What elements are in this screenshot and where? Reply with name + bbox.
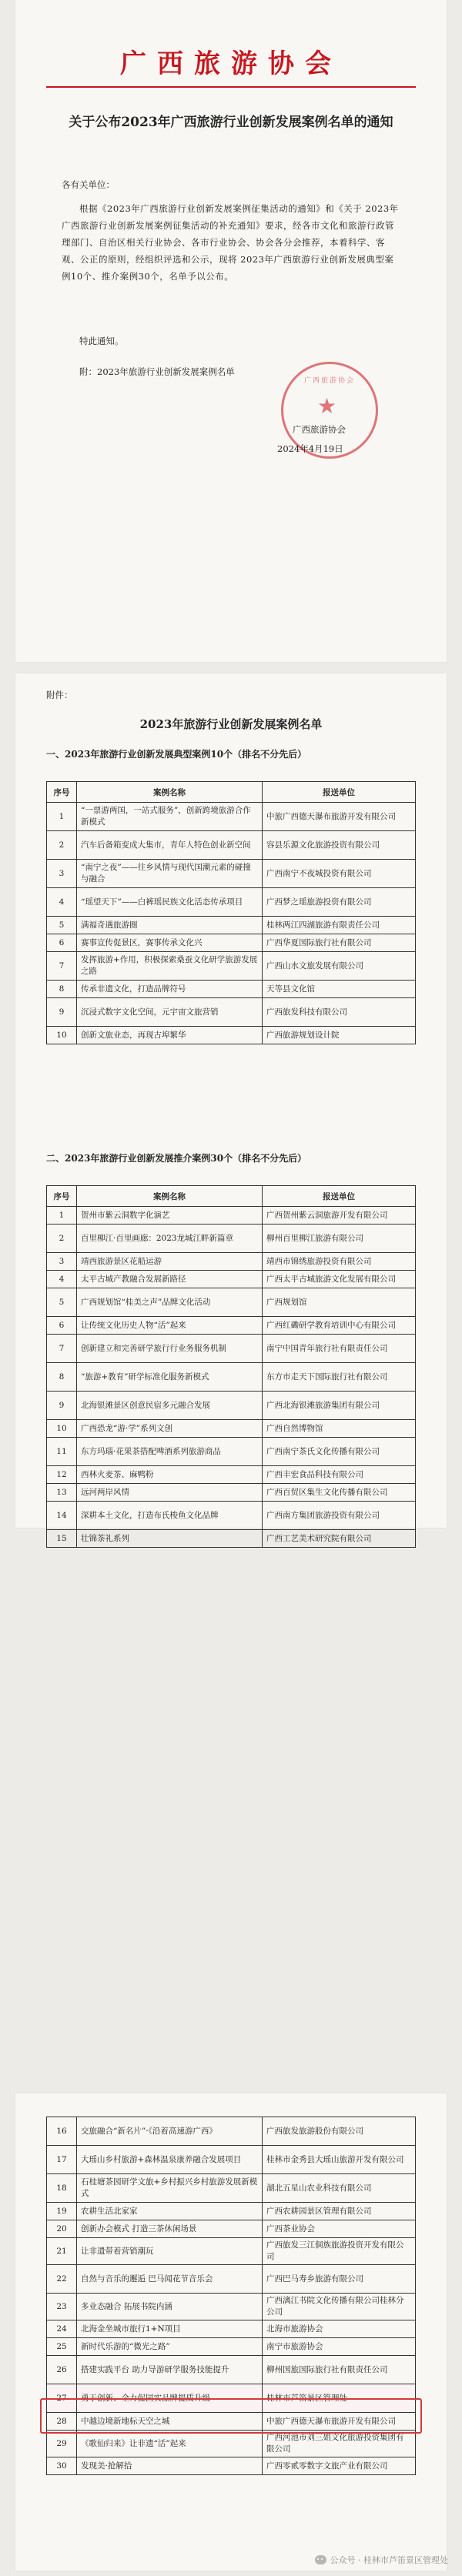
row-unit: 广西旅发三江侗族旅游投资开发有限公司 [263,2238,416,2265]
row-unit: 容县乐源文化旅游投资有限公司 [263,831,416,860]
table-row [47,1466,416,1484]
row-case-name: 百里柳江·百里画廊：2023龙城江畔新篇章 [77,1225,263,1253]
row-case-name: 远河两岸风情 [77,1484,263,1502]
row-case-name: 搭建实践平台 助力导游研学服务技能提升 [77,2356,263,2384]
row-case-name: “旅游+教育”研学标准化服务新模式 [77,1363,263,1392]
row-no: 12 [47,1466,77,1484]
table-row [47,1027,416,1044]
row-unit: 广西山水文旅发展有限公司 [263,952,416,981]
row-no: 9 [47,998,77,1027]
row-unit: 广西工艺美术研究院有限公司 [263,1530,416,1548]
row-unit: 广西丰宏食品科技有限公司 [263,1466,416,1484]
row-no: 6 [47,934,77,952]
row-no: 11 [47,1438,77,1466]
row-unit: 广西零贰零数字文旅产业有限公司 [263,2457,416,2475]
row-no: 3 [47,860,77,888]
row-case-name: 广西恐龙“游·学”系列文创 [77,1420,263,1438]
row-unit: 东方市走天下国际旅行社有限公司 [263,1363,416,1392]
table-row [47,2238,416,2265]
table-row [47,1392,416,1420]
row-case-name: 北海金坐城市旅行1+N项目 [77,2320,263,2338]
row-unit: 中旅广西德天瀑布旅游开发有限公司 [263,2413,416,2431]
row-unit: 靖西市锦绣旅游投资有限公司 [263,1253,416,1271]
row-unit: 广西太平古城旅游文化发展有限公司 [263,1271,416,1288]
notice-title: 关于公布2023年广西旅游行业创新发展案例名单的通知 [69,115,393,130]
row-no: 27 [47,2384,77,2413]
row-no: 21 [47,2238,77,2265]
table-row [47,2431,416,2457]
row-case-name: 发挥旅游+作用，积极探索桑蚕文化研学旅游发展之路 [77,952,263,981]
row-unit: 桂林市芦笛景区管理处 [263,2384,416,2413]
table-row [47,803,416,831]
row-no: 8 [47,981,77,998]
table-row [47,981,416,998]
header-name: 案例名称 [77,782,263,803]
row-unit: 广西南宁茶氏文化传播有限公司 [263,1438,416,1466]
row-unit: 广西南宁不夜城投资有限公司 [263,860,416,888]
footer-source [315,2554,449,2566]
table-row [47,2220,416,2238]
row-case-name: 大瑶山乡村旅游+森林温泉康养融合发展项目 [77,2146,263,2174]
table-row [47,1502,416,1530]
wechat-icon [315,2555,326,2564]
row-no: 10 [47,1420,77,1438]
row-unit: 天等县文化馆 [263,981,416,998]
row-no: 24 [47,2320,77,2338]
table-row [47,2265,416,2294]
seal-text: 广西旅游协会 [303,377,355,385]
attachment-label: 附件： [46,690,73,700]
row-unit: 广西旅游规划设计院 [263,1027,416,1044]
table-header-row [47,1186,416,1207]
row-unit: 广西河池市刘三姐文化旅游投资集团有限公司 [263,2431,416,2457]
row-case-name: 沉浸式数字文化空间，元宇宙文旅营销 [77,998,263,1027]
row-unit: 广西自然博物馆 [263,1420,416,1438]
notice-sign-org: 广西旅游协会 [293,424,346,435]
row-no: 14 [47,1502,77,1530]
row-case-name: 农耕生活北家家 [77,2203,263,2220]
row-unit: 南宁市旅游协会 [263,2338,416,2356]
table-row [47,1530,416,1548]
row-no: 16 [47,2117,77,2146]
notice-attachment-note: 附：2023年旅游行业创新发展案例名单 [79,366,235,377]
row-case-name: 广西规划馆“桂美之声”品牌文化活动 [77,1288,263,1317]
row-case-name: 汽车后备箱变成大集市，青年人特色创业新空间 [77,831,263,860]
row-case-name: 西林火麦茶、麻鸭粉 [77,1466,263,1484]
row-unit: 广西华夏国际旅行社有限公司 [263,934,416,952]
attachment-page [15,673,447,1543]
row-case-name: 赛事宣传促景区，赛事传承文化兴 [77,934,263,952]
table-row [47,2294,416,2320]
table-row [47,1271,416,1288]
row-no: 26 [47,2356,77,2384]
row-no: 4 [47,888,77,917]
row-case-name: “南宁之夜”——往乡风情与现代国潮元素的碰撞与融合 [77,860,263,888]
footer-source-text: 公众号 · 桂林市芦笛景区管理处 [330,2555,448,2565]
row-no: 5 [47,917,77,934]
row-no: 15 [47,1530,77,1548]
table-row [47,1363,416,1392]
row-no: 22 [47,2265,77,2294]
row-case-name: 北海银滩景区创意民宿多元融合发展 [77,1392,263,1420]
row-unit: 南宁中国青年旅行社有限责任公司 [263,1335,416,1363]
header-no: 序号 [47,1186,77,1207]
table-row [47,1288,416,1317]
row-unit: 广西旅发科技有限公司 [263,998,416,1027]
header-unit: 报送单位 [263,1186,416,1207]
table-row [47,860,416,888]
row-case-name: 东方玛瑙·花果茶搭配啤酒系列旅游商品 [77,1438,263,1466]
row-case-name: 《歌仙归来》让非遗“活”起来 [77,2431,263,2457]
row-case-name: 中越边境新地标天空之城 [77,2413,263,2431]
table-row [47,1225,416,1253]
table-row [47,1420,416,1438]
row-no: 1 [47,1207,77,1225]
table-row [47,2117,416,2146]
row-no: 3 [47,1253,77,1271]
table-row [47,2457,416,2475]
table-row [47,2203,416,2220]
header-name: 案例名称 [77,1186,263,1207]
row-unit: 广西南方集团旅游投资有限公司 [263,1502,416,1530]
recommended-continued-page [15,2093,447,2571]
row-no: 2 [47,1225,77,1253]
row-case-name: 创新办会模式 打造三茶休闲场景 [77,2220,263,2238]
row-no: 20 [47,2220,77,2238]
row-no: 4 [47,1271,77,1288]
row-case-name: 石桂塘茶园研学文旅+乡村振兴乡村旅游发展新模式 [77,2174,263,2203]
row-case-name: 壮锦茶礼系列 [77,1530,263,1548]
row-no: 28 [47,2413,77,2431]
row-unit: 中旅广西德天瀑布旅游开发有限公司 [263,803,416,831]
row-case-name: 创新建立和完善研学旅行行业务服务机制 [77,1335,263,1363]
highlight-box [40,2398,422,2434]
row-unit: 柳州百里柳江旅游有限公司 [263,1225,416,1253]
row-case-name: 太平古城产教融合发展新路径 [77,1271,263,1288]
row-unit: 北海市旅游协会 [263,2320,416,2338]
row-case-name: 发现美·抢解拾 [77,2457,263,2475]
row-case-name: 贺州市紫云洞数字化演艺 [77,1207,263,1225]
row-unit: 广西旅发旅游股份有限公司 [263,2117,416,2146]
row-case-name: 自然与音乐的邂逅 巴马闻花节音乐会 [77,2265,263,2294]
row-no: 1 [47,803,77,831]
row-case-name: 让非遗带着营销潮玩 [77,2238,263,2265]
typical-cases-table [46,781,416,1044]
row-unit: 柳州国旅国际旅行社有限责任公司 [263,2356,416,2384]
header-unit: 报送单位 [263,782,416,803]
notice-body: 根据《2023年广西旅游行业创新发展案例征集活动的通知》和《关于 2023年广西旅游行业创新发展案例征集活动的补充通知》要求，经各市文化和旅游行政管理部门、自治区相关行业协会、各市行业协会、协会各分会推荐，本着科学、客观、公正的原则，经组织评选和公示，现将 2023年广西旅游行业创新发展典型案例10个、推介案例30个，名单予以公布。 [62,203,399,282]
row-unit: 湖北五星山农业科技有限公司 [263,2174,416,2203]
table-row [47,2174,416,2203]
notice-salutation: 各有关单位： [62,179,115,190]
letterhead-org-name: 广西旅游协会 [120,48,342,79]
header-no: 序号 [47,782,77,803]
row-case-name: 交旅融合“新名片”·《沿着高速游广西》 [77,2117,263,2146]
row-unit: 广西农耕园景区管理有限公司 [263,2203,416,2220]
table-row [47,2338,416,2356]
row-case-name: “一票游两国，一站式服务”，创新跨境旅游合作新模式 [77,803,263,831]
table-row [47,2146,416,2174]
table-row [47,1438,416,1466]
row-case-name: 靖西旅游景区花船运游 [77,1253,263,1271]
row-case-name: 深耕本土文化，打造布氏梭鱼文化品牌 [77,1502,263,1530]
row-case-name: 勇于创新、全力促园实品牌提质升级 [77,2384,263,2413]
row-no: 19 [47,2203,77,2220]
row-case-name: 满福奇遇旅游圈 [77,917,263,934]
list-title: 2023年旅游行业创新发展案例名单 [139,717,323,731]
row-no: 8 [47,1363,77,1392]
notice-closing: 特此通知。 [79,336,124,346]
table-row [47,917,416,934]
row-unit: 广西北海银滩旅游集团有限公司 [263,1392,416,1420]
table-row [47,2320,416,2338]
table-row [47,1484,416,1502]
table-row [47,2356,416,2384]
row-unit: 广西贺州紫云洞旅游开发有限公司 [263,1207,416,1225]
table-row [47,1317,416,1335]
letterhead-red-line [46,86,416,88]
table-row [47,934,416,952]
row-unit: 广西梦之瑶旅游投资有限公司 [263,888,416,917]
row-case-name: 多业态融合 拓展书院内涵 [77,2294,263,2320]
row-no: 18 [47,2174,77,2203]
row-case-name: 让传统文化历史人物“活”起来 [77,1317,263,1335]
table-row [47,1335,416,1363]
row-case-name: 新时代乐游的“微光之路” [77,2338,263,2356]
row-no: 7 [47,1335,77,1363]
row-no: 9 [47,1392,77,1420]
row-unit: 广西红磡研学教育培训中心有限公司 [263,1317,416,1335]
row-no: 5 [47,1288,77,1317]
notice-page [15,0,447,662]
row-no: 2 [47,831,77,860]
row-no: 23 [47,2294,77,2320]
table-row [47,888,416,917]
row-unit: 广西茶业协会 [263,2220,416,2238]
row-unit: 桂林两江四湖旅游有限责任公司 [263,917,416,934]
table-row [47,1253,416,1271]
row-unit: 广西百贸区集生文化传播有限公司 [263,1484,416,1502]
row-no: 17 [47,2146,77,2174]
typical-cases-title: 一、2023年旅游行业创新发展典型案例10个（排名不分先后） [46,749,307,760]
recommended-cases-title: 二、2023年旅游行业创新发展推介案例30个（排名不分先后） [46,1153,307,1164]
row-unit: 广西规划馆 [263,1288,416,1317]
row-case-name: “瑶望天下”——白裤瑶民族文化活态传承项目 [77,888,263,917]
row-unit: 广西巴马寿乡旅游有限公司 [263,2265,416,2294]
row-no: 30 [47,2457,77,2475]
row-no: 29 [47,2431,77,2457]
table-row [47,998,416,1027]
row-unit: 桂林市金秀县大瑶山旅游开发有限公司 [263,2146,416,2174]
row-unit: 广西漓江书院文化传播有限公司桂林分公司 [263,2294,416,2320]
table-row [47,952,416,981]
table-header-row [47,782,416,803]
notice-sign-date: 2024年4月19日 [277,443,343,454]
row-no: 7 [47,952,77,981]
row-no: 6 [47,1317,77,1335]
table-row [47,831,416,860]
recommended-cases-table-part1 [46,1185,416,1548]
row-case-name: 创新文旅业态，再现古埠繁华 [77,1027,263,1044]
row-no: 25 [47,2338,77,2356]
row-no: 10 [47,1027,77,1044]
row-case-name: 传承非遗文化，打造品牌符号 [77,981,263,998]
row-no: 13 [47,1484,77,1502]
table-row [47,1207,416,1225]
